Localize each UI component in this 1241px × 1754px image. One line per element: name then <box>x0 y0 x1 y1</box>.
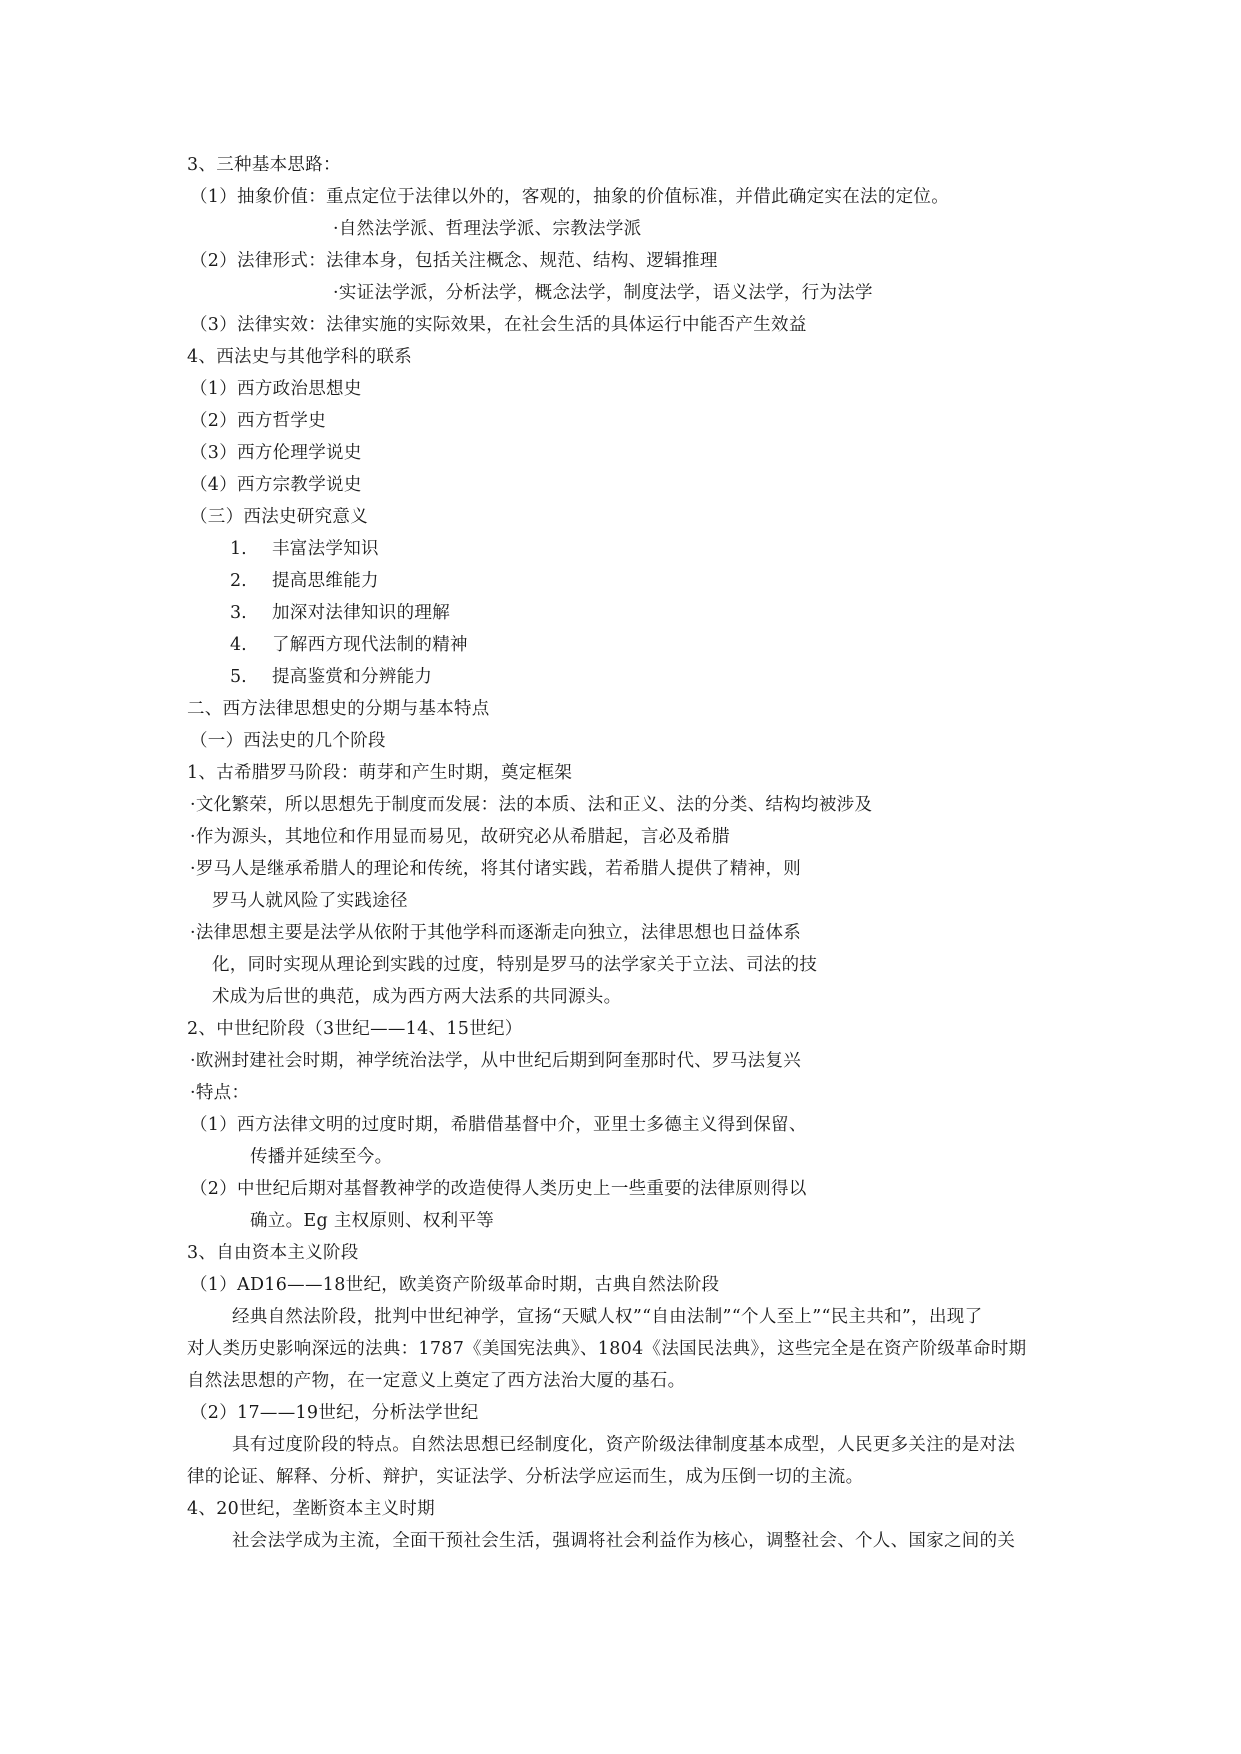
heading-research-significance: （三）西法史研究意义 <box>190 507 368 527</box>
list-item: （4）西方宗教学说史 <box>190 475 362 495</box>
text-line: （2）17——19世纪，分析法学世纪 <box>190 1403 479 1423</box>
text-line: 罗马人就风险了实践途径 <box>212 891 408 911</box>
paragraph-line: 社会法学成为主流，全面干预社会生活，强调将社会利益作为核心，调整社会、个人、国家之间的关 <box>232 1531 1016 1551</box>
subsection-heading: （一）西法史的几个阶段 <box>190 731 386 751</box>
numbered-item-text: 提高鉴赏和分辨能力 <box>272 667 433 687</box>
list-item: （3）西方伦理学说史 <box>190 443 362 463</box>
text-line: （1）西方法律文明的过度时期，希腊借基督中介，亚里士多德主义得到保留、 <box>190 1115 807 1135</box>
numbered-item-number: 4. <box>230 635 247 655</box>
heading-medieval-stage: 2、中世纪阶段（3世纪——14、15世纪） <box>187 1019 523 1039</box>
numbered-item-number: 5. <box>230 667 247 687</box>
text-line: （2）法律形式：法律本身，包括关注概念、规范、结构、逻辑推理 <box>190 251 718 271</box>
bullet-line: ·法律思想主要是法学从依附于其他学科而逐渐走向独立，法律思想也日益体系 <box>190 923 802 943</box>
list-item: （2）西方哲学史 <box>190 411 327 431</box>
text-line: ·自然法学派、哲理法学派、宗教法学派 <box>333 219 642 239</box>
bullet-line: ·欧洲封建社会时期，神学统治法学，从中世纪后期到阿奎那时代、罗马法复兴 <box>190 1051 802 1071</box>
text-line: ·实证法学派，分析法学，概念法学，制度法学，语义法学，行为法学 <box>333 283 873 303</box>
numbered-item-number: 1. <box>230 539 247 559</box>
paragraph-line: 具有过度阶段的特点。自然法思想已经制度化，资产阶级法律制度基本成型，人民更多关注的是对法 <box>232 1435 1016 1455</box>
section-heading: 二、西方法律思想史的分期与基本特点 <box>187 699 490 719</box>
heading-monopoly-capitalism-stage: 4、20世纪，垄断资本主义时期 <box>187 1499 435 1519</box>
numbered-item-text: 了解西方现代法制的精神 <box>272 635 468 655</box>
numbered-item-number: 3. <box>230 603 247 623</box>
text-line: 化，同时实现从理论到实践的过度，特别是罗马的法学家关于立法、司法的技 <box>212 955 818 975</box>
paragraph-line: 经典自然法阶段，批判中世纪神学，宣扬“天赋人权”“自由法制”“个人至上”“民主共和”，出现了 <box>232 1307 983 1327</box>
paragraph-line: 律的论证、解释、分析、辩护，实证法学、分析法学应运而生，成为压倒一切的主流。 <box>187 1467 864 1487</box>
bullet-line: ·文化繁荣，所以思想先于制度而发展：法的本质、法和正义、法的分类、结构均被涉及 <box>190 795 873 815</box>
numbered-item-number: 2. <box>230 571 247 591</box>
bullet-line: ·罗马人是继承希腊人的理论和传统，将其付诸实践，若希腊人提供了精神，则 <box>190 859 802 879</box>
text-line: （1）AD16——18世纪，欧美资产阶级革命时期，古典自然法阶段 <box>190 1275 720 1295</box>
heading-free-capitalism-stage: 3、自由资本主义阶段 <box>187 1243 359 1263</box>
text-line: （1）抽象价值：重点定位于法律以外的，客观的，抽象的价值标准，并借此确定实在法的定位。 <box>190 187 950 207</box>
heading-three-approaches: 3、三种基本思路： <box>187 155 341 175</box>
bullet-line: ·特点： <box>190 1083 250 1103</box>
text-line: 术成为后世的典范，成为西方两大法系的共同源头。 <box>212 987 622 1007</box>
numbered-item-text: 丰富法学知识 <box>272 539 379 559</box>
heading-ancient-stage: 1、古希腊罗马阶段：萌芽和产生时期，奠定框架 <box>187 763 573 783</box>
text-line: （2）中世纪后期对基督教神学的改造使得人类历史上一些重要的法律原则得以 <box>190 1179 807 1199</box>
bullet-line: ·作为源头，其地位和作用显而易见，故研究必从希腊起，言必及希腊 <box>190 827 730 847</box>
text-line: （3）法律实效：法律实施的实际效果，在社会生活的具体运行中能否产生效益 <box>190 315 807 335</box>
heading-related-disciplines: 4、西法史与其他学科的联系 <box>187 347 413 367</box>
numbered-item-text: 提高思维能力 <box>272 571 379 591</box>
paragraph-line: 自然法思想的产物，在一定意义上奠定了西方法治大厦的基石。 <box>187 1371 686 1391</box>
numbered-item-text: 加深对法律知识的理解 <box>272 603 450 623</box>
text-line: 确立。Eg 主权原则、权利平等 <box>250 1211 495 1231</box>
list-item: （1）西方政治思想史 <box>190 379 362 399</box>
paragraph-line: 对人类历史影响深远的法典：1787《美国宪法典》、1804《法国民法典》，这些完全是在资产阶级革命时期 <box>187 1339 1027 1359</box>
text-line: 传播并延续至今。 <box>250 1147 393 1167</box>
